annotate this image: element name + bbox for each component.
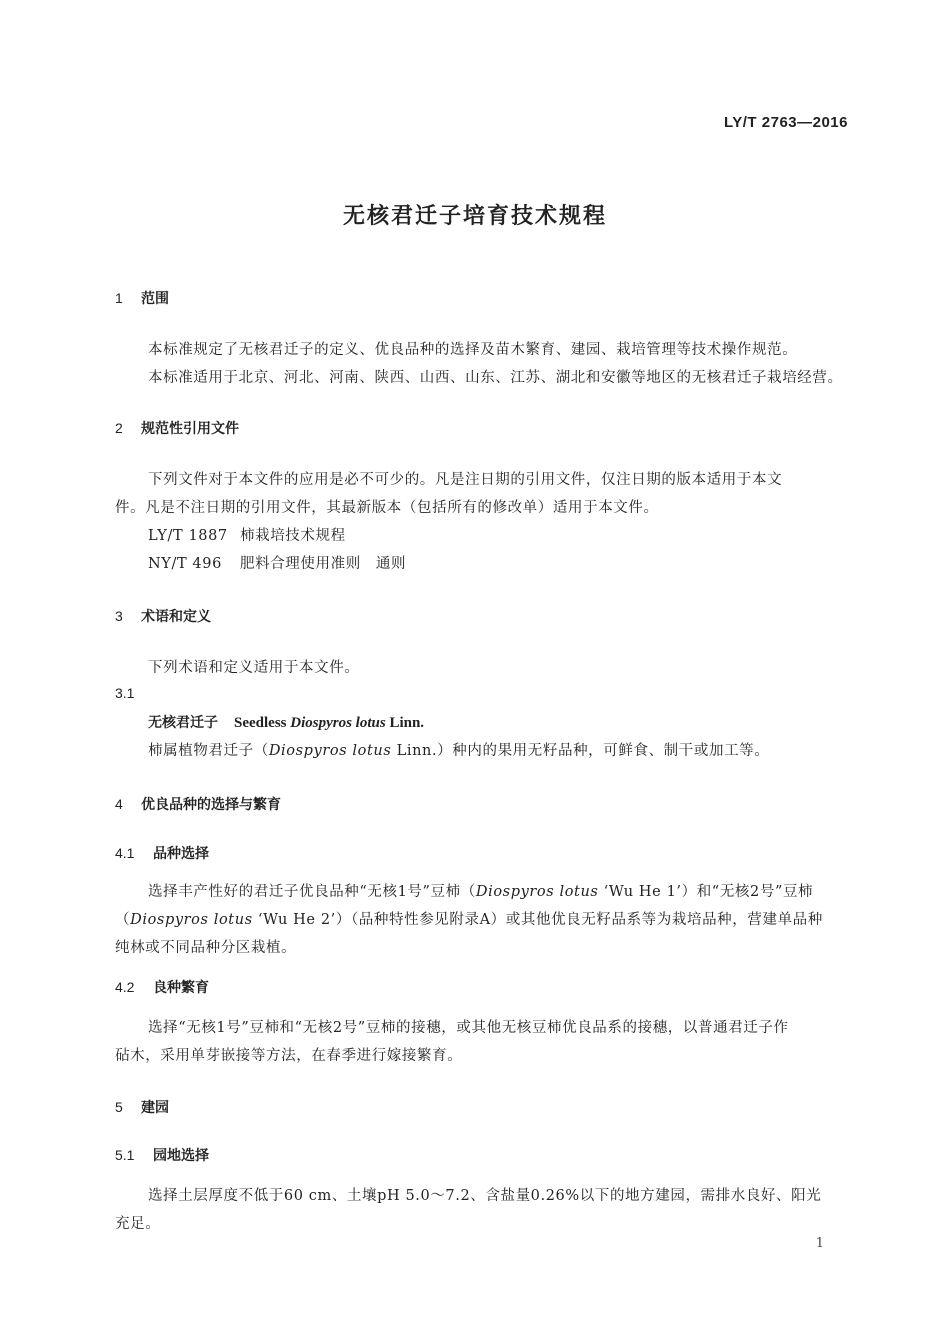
reference-code: NY/T 496 — [148, 556, 222, 572]
document-title: 无核君迁子培育技术规程 — [342, 204, 607, 229]
reference-title: 柿栽培技术规程 — [240, 528, 346, 544]
paragraph: 下列文件对于本文件的应用是必不可少的。凡是注日期的引用文件，仅注日期的版本适用于本文 — [148, 472, 783, 488]
subsection-title: 良种繁育 — [153, 980, 209, 996]
paragraph: 砧木，采用单芽嵌接等方法，在春季进行嫁接繁育。 — [115, 1048, 463, 1064]
term-chinese: 无核君迁子 — [148, 715, 218, 731]
section-number: 5 — [115, 1099, 123, 1115]
reference-item — [148, 552, 406, 573]
subsection-4-2-heading — [115, 977, 209, 997]
section-title: 术语和定义 — [141, 609, 211, 625]
paragraph: 充足。 — [115, 1216, 161, 1232]
subsection-title: 园地选择 — [153, 1148, 209, 1164]
section-2-heading — [115, 418, 239, 438]
section-4-heading — [115, 794, 281, 814]
section-5-heading — [115, 1097, 169, 1117]
section-title: 优良品种的选择与繁育 — [141, 797, 281, 813]
paragraph: 本标准适用于北京、河北、河南、陕西、山西、山东、江苏、湖北和安徽等地区的无核君迁子栽培经营。 — [148, 370, 843, 386]
paragraph: 下列术语和定义适用于本文件。 — [148, 660, 360, 676]
subsection-number: 4.2 — [115, 979, 135, 995]
page-number: 1 — [815, 1236, 824, 1251]
reference-item — [148, 524, 346, 545]
subsection-number: 4.1 — [115, 845, 135, 861]
paragraph: 纯林或不同品种分区栽植。 — [115, 940, 297, 956]
term-english: Seedless Diospyros lotus Linn. — [234, 715, 425, 731]
section-1-heading — [115, 288, 169, 308]
reference-code: LY/T 1887 — [148, 528, 228, 544]
section-number: 4 — [115, 796, 123, 812]
reference-title: 肥料合理使用准则 通则 — [240, 556, 407, 572]
section-title: 规范性引用文件 — [141, 421, 239, 437]
subsection-title: 品种选择 — [153, 846, 209, 862]
paragraph: 本标准规定了无核君迁子的定义、优良品种的选择及苗木繁育、建园、栽培管理等技术操作规范。 — [148, 342, 798, 358]
paragraph: 选择丰产性好的君迁子优良品种“无核1号”豆柿（Diospyros lotus ‘Wu He 1’）和“无核2号”豆柿 — [148, 884, 814, 900]
paragraph: 选择“无核1号”豆柿和“无核2号”豆柿的接穗，或其他无核豆柿优良品系的接穗，以普通君迁子作 — [148, 1020, 789, 1036]
section-3-heading — [115, 606, 211, 626]
section-title: 范围 — [141, 291, 169, 307]
section-title: 建园 — [141, 1100, 169, 1116]
paragraph: 选择土层厚度不低于60 cm、土壤pH 5.0～7.2、含盐量0.26%以下的地方建园，需排水良好、阳光 — [148, 1188, 822, 1204]
subsection-number: 5.1 — [115, 1147, 135, 1163]
paragraph: （Diospyros lotus ‘Wu He 2’）（品种特性参见附录A）或其他优良无籽品系等为栽培品种，营建单品种 — [115, 912, 823, 928]
term-number: 3.1 — [115, 685, 135, 701]
section-number: 3 — [115, 608, 123, 624]
subsection-4-1-heading — [115, 843, 209, 863]
term-definition: 柿属植物君迁子（Diospyros lotus Linn.）种内的果用无籽品种，可鲜食、制干或加工等。 — [148, 743, 770, 759]
standard-number: LY/T 2763—2016 — [723, 114, 848, 131]
paragraph: 件。凡是不注日期的引用文件，其最新版本（包括所有的修改单）适用于本文件。 — [115, 500, 659, 516]
subsection-5-1-heading — [115, 1145, 209, 1165]
term-heading — [148, 712, 424, 732]
section-number: 1 — [115, 290, 123, 306]
section-number: 2 — [115, 420, 123, 436]
